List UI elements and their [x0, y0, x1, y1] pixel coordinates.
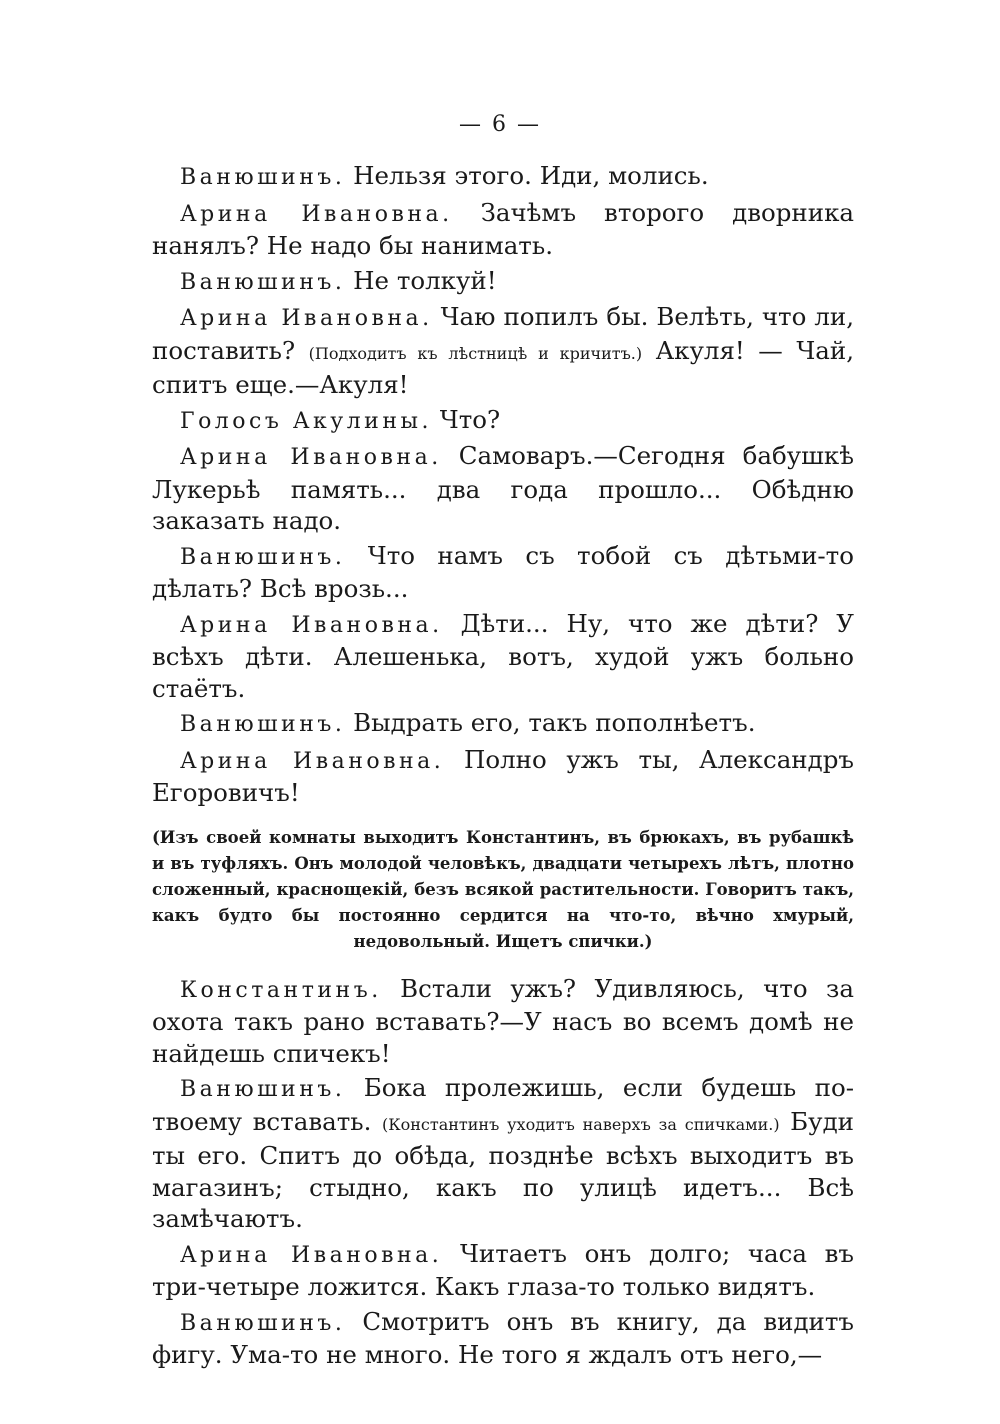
speaker-name: Арина Ивановна. — [180, 306, 433, 331]
speech-text: Читаетъ онъ долго; часа въ три-четыре ложится. Какъ глаза-то только видятъ. — [152, 1238, 854, 1301]
stage-direction: (Изъ своей комнаты выходитъ Константинъ, въ брюкахъ, въ рубашкѣ и въ туфляхъ. Онъ молодой человѣкъ, двадцати четырехъ лѣтъ, плотно сложенный, краснощекій, безъ всякой растительности. Говоритъ такъ, какъ будто бы постоянно сердится на что-то, вѣчно хмурый, недовольный. Ищетъ спички.) — [152, 827, 854, 951]
dialogue-paragraph — [152, 540, 854, 605]
speaker-name: Ванюшинъ. — [180, 269, 346, 295]
dialogue-paragraph — [152, 160, 854, 194]
dialogue-paragraph — [152, 404, 854, 438]
speaker-name: Ванюшинъ. — [180, 1310, 346, 1336]
speaker-name: Голосъ Акулины. — [180, 408, 433, 434]
speech-text: Бока пролежишь, если будешь по-твоему вставать. — [152, 1073, 854, 1136]
play-text — [152, 160, 854, 1374]
speech-text: Чаю попилъ бы. Велѣть, что ли, поставить? — [152, 302, 854, 365]
inline-stage-direction: (Константинъ уходитъ наверхъ за спичками.) — [381, 1114, 780, 1134]
speech-text: Не толкуй! — [345, 265, 497, 295]
dialogue-section-2 — [152, 973, 854, 1371]
dialogue-paragraph — [152, 197, 854, 262]
dialogue-paragraph — [152, 608, 854, 705]
dialogue-paragraph — [152, 744, 854, 809]
speech-text: Дѣти... Ну, что же дѣти? У всѣхъ дѣти. Алешенька, вотъ, худой ужъ больно стаётъ. — [152, 608, 854, 703]
speaker-name: Константинъ. — [180, 977, 382, 1003]
dialogue-paragraph — [152, 301, 854, 401]
dialogue-paragraph — [152, 973, 854, 1070]
speech-text: Выдрать его, такъ пополнѣетъ. — [345, 708, 756, 737]
page-number: — 6 — — [459, 112, 541, 137]
speech-text: Акуля! — Чай, спитъ еще.—Акуля! — [152, 335, 854, 399]
speaker-name: Ванюшинъ. — [180, 544, 346, 570]
speaker-name: Арина Ивановна. — [180, 748, 445, 774]
speech-text: Буди ты его. Спитъ до обѣда, позднѣе всѣхъ выходитъ въ магазинъ; стыдно, какъ по улицѣ идетъ... Всѣ замѣчаютъ. — [152, 1106, 854, 1233]
dialogue-paragraph — [152, 265, 854, 299]
dialogue-section-1 — [152, 160, 854, 809]
speech-text: Нельзя этого. Иди, молись. — [345, 161, 709, 190]
speaker-name: Ванюшинъ. — [180, 1077, 346, 1102]
speech-text: Самоваръ.—Сегодня бабушкѣ Лукерьѣ память... два года прошло... Обѣдню заказать надо. — [152, 441, 854, 535]
speech-text: Смотритъ онъ въ книгу, да видитъ фигу. Ума-то не много. Не того я ждалъ отъ него,— — [152, 1306, 854, 1369]
speaker-name: Арина Ивановна. — [180, 445, 442, 470]
dialogue-paragraph — [152, 1072, 854, 1235]
dialogue-paragraph — [152, 1306, 854, 1371]
dialogue-paragraph — [152, 440, 854, 537]
speaker-name: Ванюшинъ. — [180, 165, 346, 190]
speaker-name: Арина Ивановна. — [180, 612, 443, 638]
dialogue-paragraph — [152, 707, 854, 741]
speaker-name: Ванюшинъ. — [180, 712, 346, 737]
speech-text: Зачѣмъ второго дворника нанялъ? Не надо бы нанимать. — [152, 197, 854, 260]
dialogue-paragraph — [152, 1238, 854, 1303]
speaker-name: Арина Ивановна. — [180, 1242, 443, 1268]
inline-stage-direction: (Подходитъ къ лѣстницѣ и кричитъ.) — [308, 343, 643, 363]
speech-text: Что? — [432, 404, 501, 434]
speaker-name: Арина Ивановна. — [180, 201, 453, 227]
speech-text: Встали ужъ? Удивляюсь, что за охота такъ рано вставать?—У насъ во всемъ домѣ не найдешь спичекъ! — [152, 973, 854, 1068]
speech-text: Что намъ съ тобой съ дѣтьми-то дѣлать? Всѣ врозь... — [152, 540, 854, 603]
speech-text: Полно ужъ ты, Александръ Егоровичъ! — [152, 744, 854, 807]
